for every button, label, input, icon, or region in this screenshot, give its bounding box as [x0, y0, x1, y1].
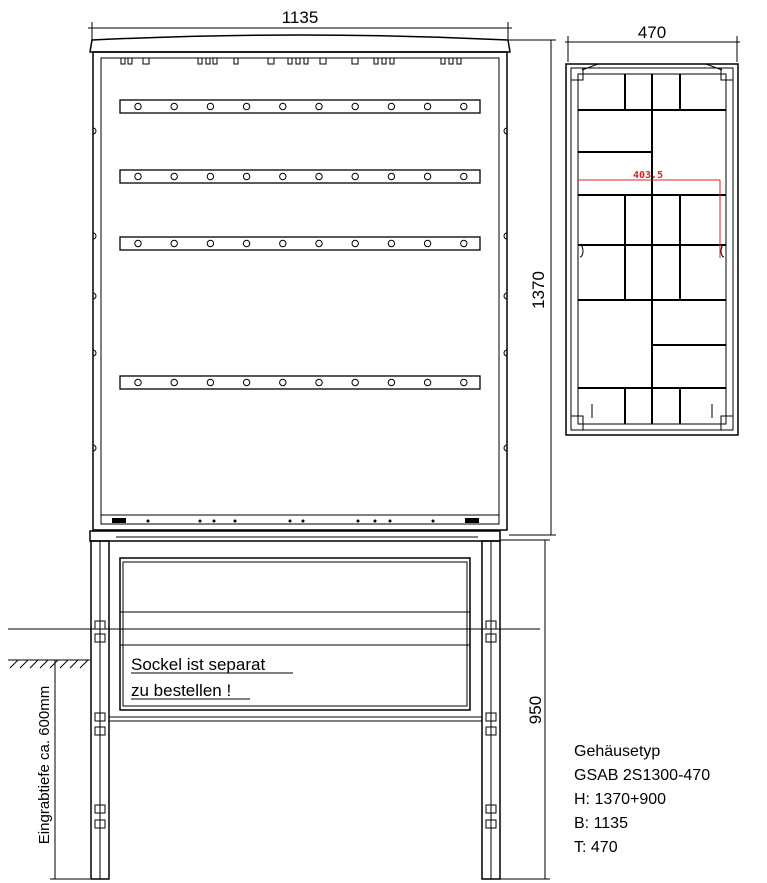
- socket-note-line2: zu bestellen !: [131, 681, 232, 700]
- side-width-label: 470: [637, 23, 667, 42]
- rail-hole: [207, 240, 213, 246]
- rail-hole: [461, 240, 467, 246]
- rail-hole: [388, 173, 394, 179]
- socket-note-line1: Sockel ist separat: [131, 655, 266, 674]
- rail-hole: [388, 379, 394, 385]
- rail-hole: [171, 240, 177, 246]
- rail-hole: [316, 240, 322, 246]
- dimension-digging-depth: [36, 660, 90, 879]
- rail-hole: [135, 379, 141, 385]
- socket-note: [131, 655, 293, 700]
- spec-model: GSAB 2S1300-470: [574, 767, 711, 784]
- mounting-rail: [120, 376, 480, 389]
- mounting-rails: [120, 100, 480, 389]
- socket-frame: [8, 531, 540, 879]
- rail-hole: [316, 103, 322, 109]
- rail-hole: [424, 240, 430, 246]
- rail-hole: [171, 379, 177, 385]
- rail-hole: [280, 379, 286, 385]
- rail-hole: [424, 103, 430, 109]
- rail-hole: [316, 379, 322, 385]
- rail-hole: [352, 240, 358, 246]
- rail-hole: [171, 173, 177, 179]
- side-view-cabinet: [565, 23, 740, 435]
- rail-hole: [243, 379, 249, 385]
- spec-width: B: 1135: [574, 815, 628, 832]
- rail-hole: [135, 173, 141, 179]
- rail-hole: [171, 103, 177, 109]
- rail-hole: [388, 240, 394, 246]
- rail-hole: [135, 240, 141, 246]
- front-cabinet: [90, 35, 510, 530]
- rail-hole: [207, 103, 213, 109]
- digging-depth-label: Eingrabtiefe ca. 600mm: [36, 685, 53, 845]
- rail-hole: [461, 173, 467, 179]
- dimension-socket-height: [500, 540, 550, 879]
- dimension-cabinet-height: [509, 40, 556, 535]
- rail-hole: [207, 379, 213, 385]
- rail-hole: [207, 173, 213, 179]
- bottom-fixings: [112, 518, 479, 523]
- mounting-rail: [120, 170, 480, 183]
- rail-hole: [352, 173, 358, 179]
- rail-hole: [135, 103, 141, 109]
- rail-hole: [316, 173, 322, 179]
- spec-depth: T: 470: [574, 839, 618, 856]
- side-hinges: [93, 128, 507, 451]
- rail-hole: [352, 379, 358, 385]
- cabinet-height-label: 1370: [529, 271, 548, 309]
- rail-hole: [424, 173, 430, 179]
- rail-hole: [461, 379, 467, 385]
- rail-hole: [280, 240, 286, 246]
- inner-width-label: 403.5: [632, 170, 664, 181]
- spec-heading: Gehäusetyp: [574, 743, 661, 760]
- mounting-rail: [120, 237, 480, 250]
- socket-height-label: 950: [526, 695, 545, 725]
- rail-hole: [243, 240, 249, 246]
- top-clips: [121, 58, 461, 64]
- rail-hole: [280, 103, 286, 109]
- rail-hole: [280, 173, 286, 179]
- rail-hole: [243, 103, 249, 109]
- spec-block: [574, 743, 710, 856]
- rail-hole: [461, 103, 467, 109]
- rail-hole: [352, 103, 358, 109]
- rail-hole: [424, 379, 430, 385]
- front-width-label: 1135: [281, 8, 319, 27]
- rail-hole: [388, 103, 394, 109]
- spec-height: H: 1370+900: [574, 791, 667, 808]
- mounting-rail: [120, 100, 480, 113]
- rail-hole: [243, 173, 249, 179]
